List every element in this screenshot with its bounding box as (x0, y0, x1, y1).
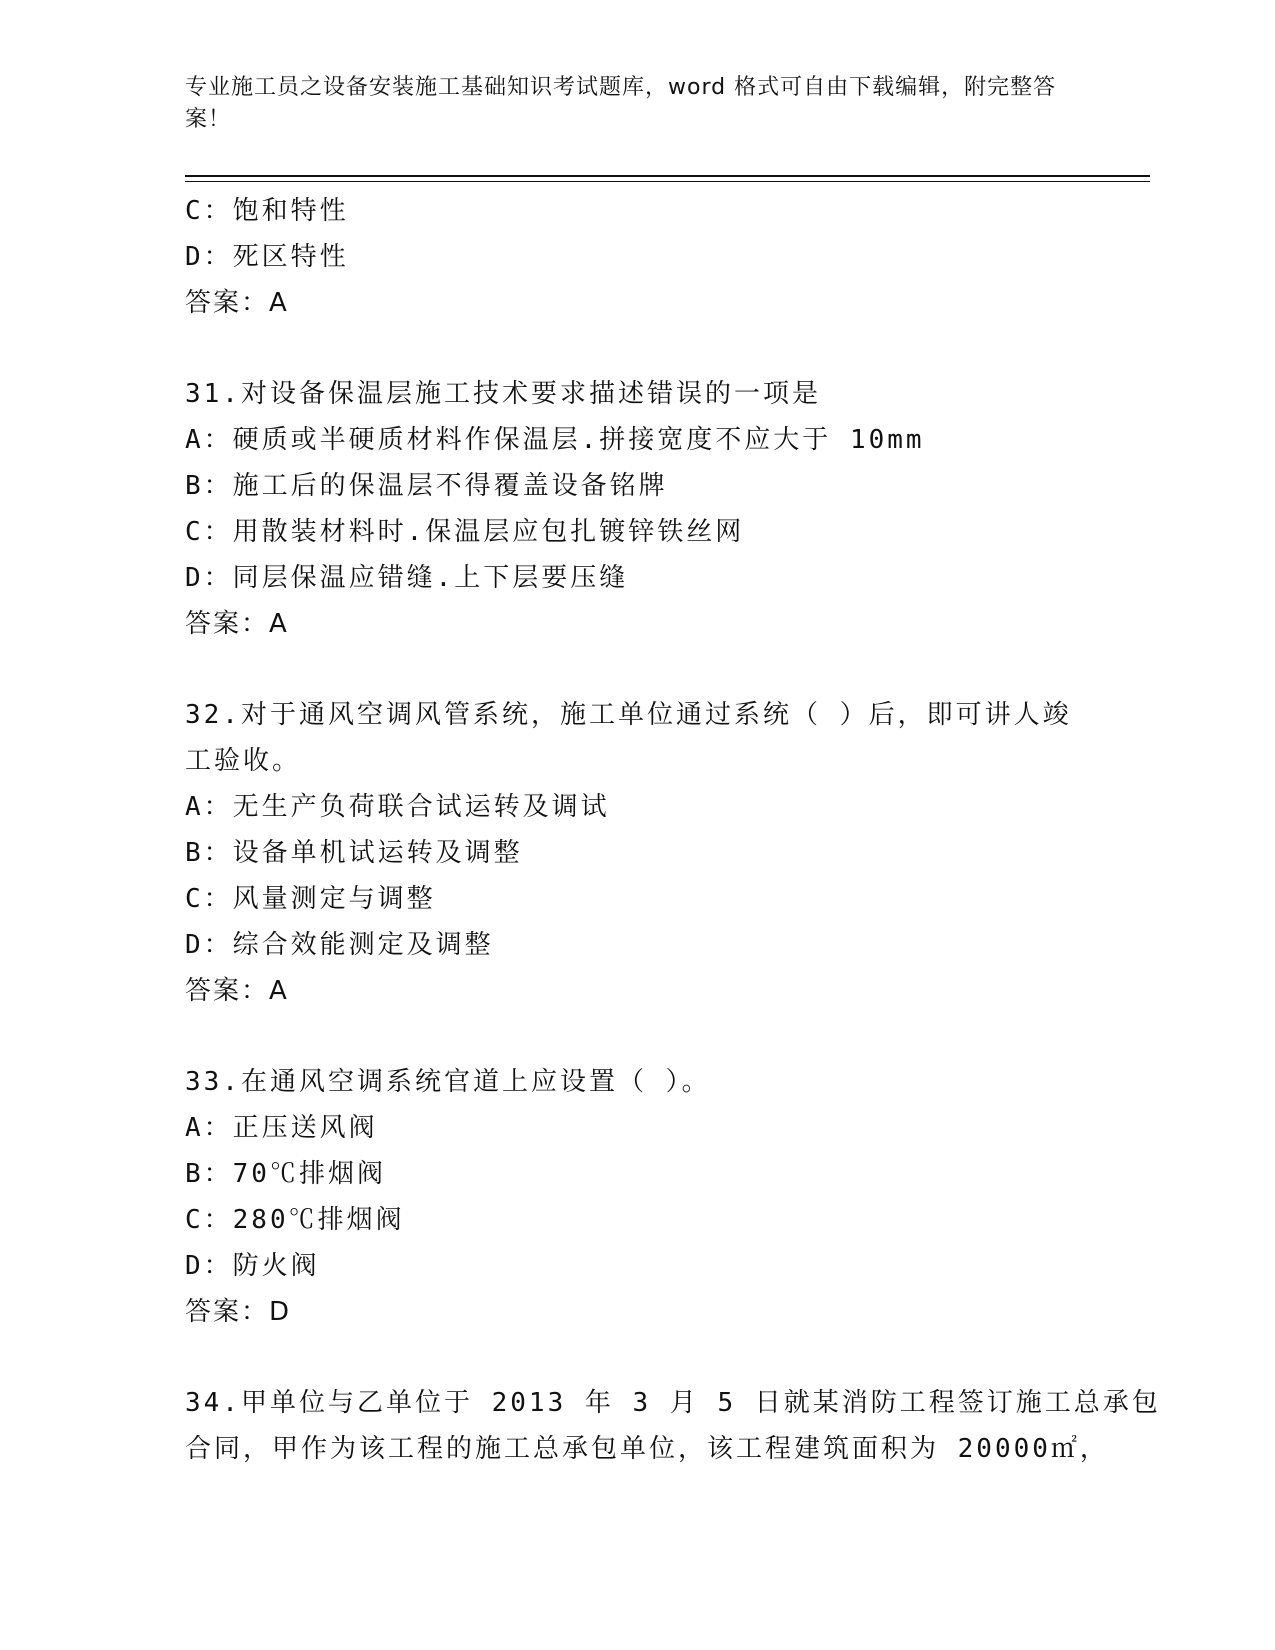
question-34-line1: 34.甲单位与乙单位于 2013 年 3 月 5 日就某消防工程签订施工总承包 (185, 1388, 1161, 1418)
q32-option-c: C：风量测定与调整 (185, 884, 436, 914)
spacer (185, 647, 1105, 692)
spacer (185, 326, 1105, 371)
option-d: D：死区特性 (185, 242, 349, 272)
q31-option-a: A：硬质或半硬质材料作保温层.拼接宽度不应大于 10mm (185, 425, 925, 455)
document-header: 专业施工员之设备安装施工基础知识考试题库，word 格式可自由下载编辑，附完整答案！ (185, 75, 1057, 132)
q33-option-b: B：70℃排烟阀 (185, 1159, 386, 1189)
document-content (185, 188, 1161, 1472)
question-31: 31.对设备保温层施工技术要求描述错误的一项是 (185, 379, 821, 409)
q33-answer: 答案：D (185, 1297, 292, 1327)
spacer (185, 1014, 1105, 1059)
q33-option-a: A：正压送风阀 (185, 1113, 378, 1143)
q33-option-d: D：防火阀 (185, 1251, 320, 1281)
question-34-line2: 合同，甲作为该工程的施工总承包单位，该工程建筑面积为 20000㎡， (185, 1434, 1109, 1464)
question-32-line2: 工验收。 (185, 746, 302, 776)
q32-option-d: D：综合效能测定及调整 (185, 930, 494, 960)
q32-answer: 答案：A (185, 976, 289, 1006)
option-c: C：饱和特性 (185, 196, 349, 226)
q31-answer: 答案：A (185, 609, 289, 639)
header-rule-thin (185, 181, 1150, 182)
answer: 答案：A (185, 288, 289, 318)
spacer (185, 1335, 1105, 1380)
header-rule-thick (185, 175, 1150, 177)
q31-option-c: C：用散装材料时.保温层应包扎镀锌铁丝网 (185, 517, 745, 547)
question-33: 33.在通风空调系统官道上应设置（ ）。 (185, 1067, 711, 1097)
q33-option-c: C：280℃排烟阀 (185, 1205, 405, 1235)
q31-option-b: B：施工后的保温层不得覆盖设备铭牌 (185, 471, 668, 501)
q31-option-d: D：同层保温应错缝.上下层要压缝 (185, 563, 629, 593)
q32-option-b: B：设备单机试运转及调整 (185, 838, 523, 868)
q32-option-a: A：无生产负荷联合试运转及调试 (185, 792, 610, 822)
question-32-line1: 32.对于通风空调风管系统，施工单位通过系统（ ）后，即可讲人竣 (185, 700, 1072, 730)
